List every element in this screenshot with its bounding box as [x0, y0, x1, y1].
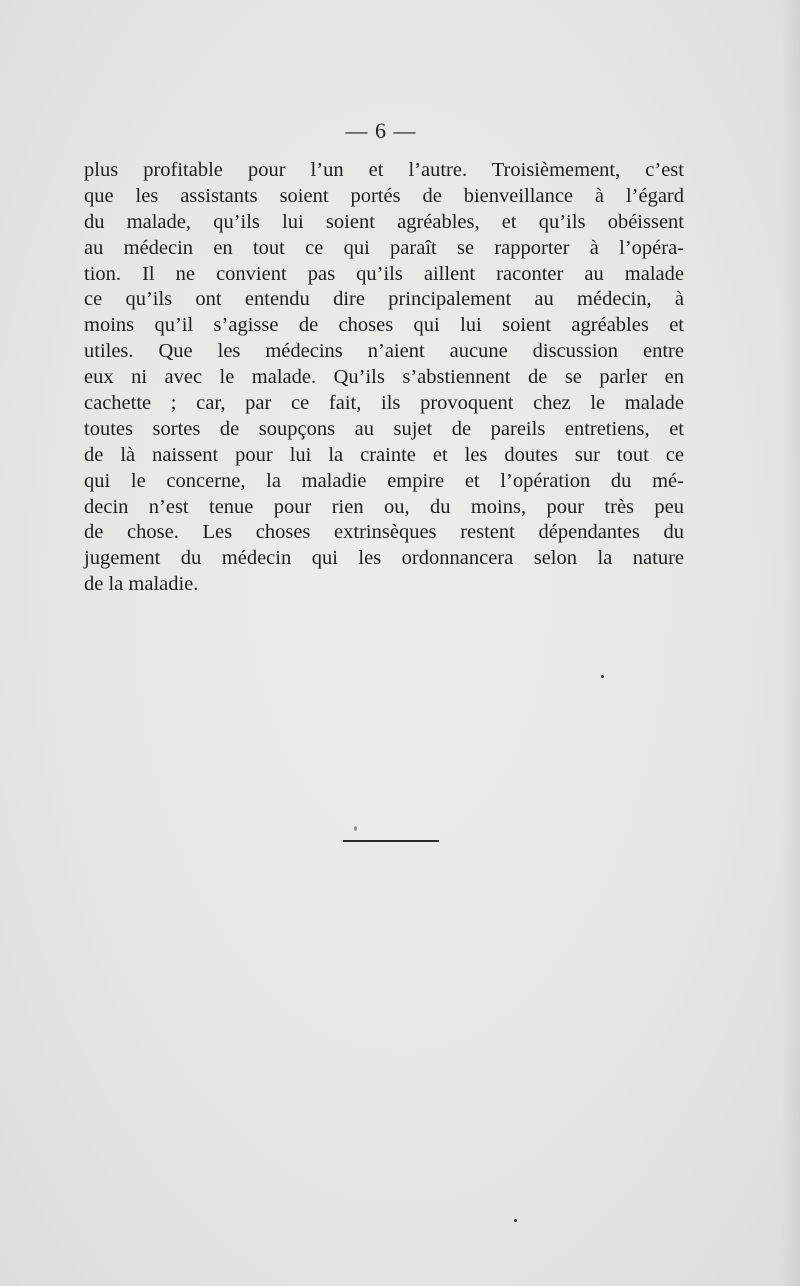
text-line: jugement du médecin qui les ordonnancera selon la nature — [84, 547, 684, 570]
text-line: du malade, qu’ils lui soient agréables, et qu’ils obéissent — [84, 210, 684, 233]
text-line: tion. Il ne convient pas qu’ils aillent raconter au malade — [84, 262, 684, 285]
print-speck — [601, 675, 604, 678]
body-text — [84, 158, 684, 598]
text-line: decin n’est tenue pour rien ou, du moins, pour très peu — [84, 495, 684, 518]
text-line: plus profitable pour l’un et l’autre. Troisièmement, c’est — [84, 159, 684, 181]
text-line: toutes sortes de soupçons au sujet de pareils entretiens, et — [84, 417, 684, 440]
text-line: eux ni avec le malade. Qu’ils s’abstiennent de se parler en — [84, 366, 684, 389]
print-speck — [514, 1219, 517, 1222]
print-speck — [354, 826, 357, 831]
text-line: qui le concerne, la maladie empire et l’opération du mé- — [84, 469, 684, 492]
text-line: utiles. Que les médecins n’aient aucune discussion entre — [84, 340, 684, 363]
page-edge-shadow — [782, 0, 800, 1286]
text-line: de la maladie. — [84, 573, 199, 596]
text-line: de chose. Les choses extrinsèques restent dépendantes du — [84, 521, 684, 544]
text-line: cachette ; car, par ce fait, ils provoquent chez le malade — [84, 392, 684, 415]
text-line: moins qu’il s’agisse de choses qui lui soient agréables et — [84, 314, 684, 337]
text-line: ce qu’ils ont entendu dire principalement au médecin, à — [84, 288, 684, 311]
text-line: au médecin en tout ce qui paraît se rapporter à l’opéra- — [84, 236, 684, 259]
page-number: — 6 — — [345, 118, 417, 143]
text-line: de là naissent pour lui la crainte et les doutes sur tout ce — [84, 443, 684, 466]
closing-rule — [343, 840, 439, 842]
text-line: que les assistants soient portés de bienveillance à l’égard — [84, 184, 684, 207]
